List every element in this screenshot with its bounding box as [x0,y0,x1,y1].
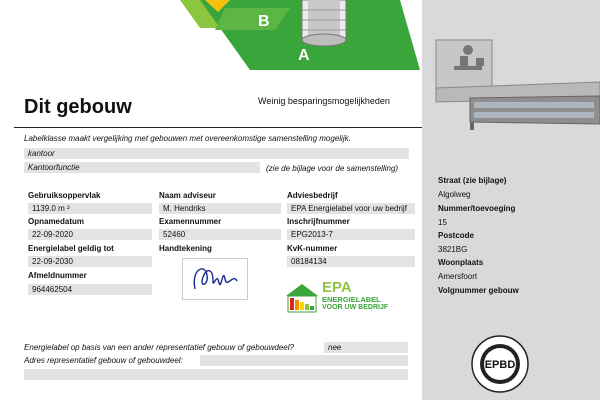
opnamedatum-value: 22-09-2020 [32,230,73,239]
building-icon [430,38,600,130]
afmeld-value: 964462504 [32,285,73,294]
postcode-label: Postcode [438,231,475,240]
function-value: kantoor [28,149,55,158]
epa-logo-text: EPA [322,279,352,296]
representatief-value: nee [328,343,342,352]
epbd-seal-icon [470,334,530,394]
inschrijf-field [287,229,415,240]
examen-label: Examennummer [159,217,222,226]
nummer-value: 15 [438,218,447,227]
geldig-value: 22-09-2030 [32,257,73,266]
volgnummer-label: Volgnummer gebouw [438,286,519,295]
straat-label: Straat (zie bijlage) [438,176,507,185]
postcode-value: 3821BG [438,245,468,254]
woonplaats-value: Amersfoort [438,272,478,281]
adviseur-field [159,203,281,214]
bedrijf-value: EPA Energielabel voor uw bedrijf [291,204,407,213]
function-label-field [24,162,260,173]
kvk-value: 08184134 [291,257,327,266]
subtitle: Weinig besparingsmogelijkheden [258,96,390,106]
gebruiksoppervlak-label: Gebruiksoppervlak [28,191,101,200]
signature-image [182,258,248,300]
straat-value: Algolweg [438,190,471,199]
gebruiksoppervlak-field [28,203,152,214]
opnamedatum-field [28,229,152,240]
function-value-field [24,148,409,159]
epa-logo-line1: ENERGIELABEL [322,295,381,304]
kvk-field [287,256,415,267]
opnamedatum-label: Opnamedatum [28,217,85,226]
adres-label: Adres representatief gebouw of gebouwdeel: [24,356,183,365]
energy-label-illustration [170,0,420,72]
woonplaats-label: Woonplaats [438,258,484,267]
representatief-field [324,342,408,353]
intro-text: Labelklasse maakt vergelijking met gebouwen met overeenkomstige samenstelling mogelijk. [24,134,351,143]
gebruiksoppervlak-value: 1139.0 m ² [32,204,70,213]
energy-label-b: B [258,13,270,30]
geldig-field [28,256,152,267]
function-label: Kantoorfunctie [28,163,80,172]
geldig-label: Energielabel geldig tot [28,244,114,253]
energy-label-a: A [298,47,310,64]
adres-field-2 [24,369,408,380]
nummer-label: Nummer/toevoeging [438,204,516,213]
adres-field-1 [200,355,408,366]
inschrijf-label: Inschrijfnummer [287,217,350,226]
afmeld-field [28,284,152,295]
handtekening-label: Handtekening [159,244,212,253]
adviseur-value: M. Hendriks [163,204,206,213]
bedrijf-field [287,203,415,214]
epbd-seal-text: EPBD [484,359,516,371]
inschrijf-value: EPG2013-7 [291,230,333,239]
epa-logo [284,280,414,316]
examen-value: 52460 [163,230,186,239]
function-note: (zie de bijlage voor de samenstelling) [266,164,399,173]
representatief-question: Energielabel op basis van een ander representatief gebouw of gebouwdeel? [24,343,294,352]
afmeld-label: Afmeldnummer [28,271,87,280]
kvk-label: KvK-nummer [287,244,338,253]
bedrijf-label: Adviesbedrijf [287,191,338,200]
adviseur-label: Naam adviseur [159,191,216,200]
examen-field [159,229,281,240]
page-title: Dit gebouw [24,96,132,118]
divider [14,127,422,128]
epa-logo-line2: VOOR UW BEDRIJF [322,304,389,311]
